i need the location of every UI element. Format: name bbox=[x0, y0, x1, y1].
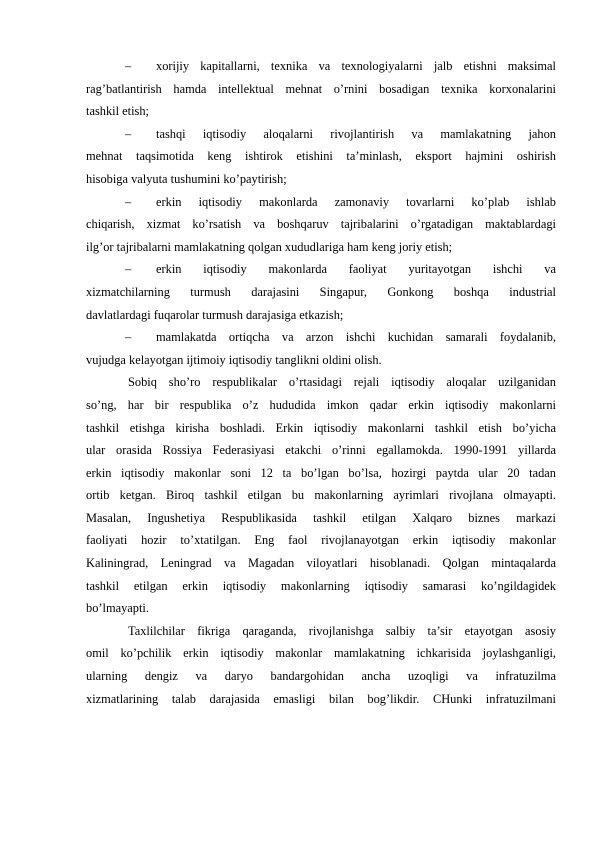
bullet-line-text: mehnat taqsimotida keng ishtirok etishini ta’minlash, eksport hajmini oshirish bbox=[86, 149, 556, 164]
paragraph-line-text: omil ko’pchilik erkin iqtisodiy makonlar mamlakatning ichkarisida joylashganligi, bbox=[86, 646, 556, 661]
bullet-line-text: xorijiy kapitallarni, texnika va texnologiyalarni jalb etishni maksimal bbox=[156, 59, 556, 73]
paragraph bbox=[86, 371, 556, 620]
paragraph-line-text: Masalan, Ingushetiya Respublikasida tashkil etilgan Xalqaro biznes markazi bbox=[86, 510, 556, 525]
bullet-line-text: chiqarish, xizmat ko’rsatish va boshqaruv tajribalarini o’rgatadigan maktablardagi bbox=[86, 217, 556, 232]
bullet-line-text: davlatlardagi fuqarolar turmush darajasiga etkazish; bbox=[86, 307, 344, 322]
bullet-line-text: xizmatchilarning turmush darajasini Singapur, Gonkong boshqa industrial bbox=[86, 284, 556, 299]
document-body bbox=[86, 55, 556, 710]
bullet-line-text: erkin iqtisodiy makonlarda zamonaviy tovarlarni ko’plab ishlab bbox=[156, 194, 556, 209]
paragraph-line-text: ular orasida Rossiya Federasiyasi etakchi o’rinni egallamokda. 1990-1991 yillarda bbox=[86, 443, 556, 458]
bullet-line-text: tashqi iqtisodiy aloqalarni rivojlantirish va mamlakatning jahon bbox=[156, 126, 556, 141]
paragraph-line-text: Kaliningrad, Leningrad va Magadan viloyatlari hisoblanadi. Qolgan mintaqalarda bbox=[86, 556, 556, 571]
bullet-line-text: ilg’or tajribalarni mamlakatning qolgan xududlariga ham keng joriy etish; bbox=[86, 239, 453, 254]
paragraph-line-text: so’ng, har bir respublika o’z hududida imkon qadar erkin iqtisodiy makonlarni bbox=[86, 397, 556, 412]
dash-marker: – bbox=[125, 194, 132, 209]
bullet-line-text: mamlakatda ortiqcha va arzon ishchi kuchidan samarali foydalanib, bbox=[156, 330, 556, 345]
bullet-line-text: rag’batlantirish hamda intellektual mehnat o’rnini bosadigan texnika korxonalarini bbox=[86, 81, 556, 96]
paragraph-line-text: tashkil etilgan erkin iqtisodiy makonlarning iqtisodiy samarasi ko’ngildagidek bbox=[86, 578, 556, 593]
paragraph-line-text: erkin iqtisodiy makonlar soni 12 ta bo’lgan bo’lsa, hozirgi paytda ular 20 tadan bbox=[86, 465, 556, 480]
bullet-item bbox=[86, 258, 556, 326]
bullet-item bbox=[86, 191, 556, 259]
bullet-line-text: vujudga kelayotgan ijtimoiy iqtisodiy tanglikni oldini olish. bbox=[86, 352, 382, 367]
bullet-item bbox=[86, 123, 556, 191]
dash-marker: – bbox=[125, 330, 132, 345]
paragraph-line-text: tashkil etishga kirisha boshladi. Erkin iqtisodiy makonlarni tashkil etish bo’yicha bbox=[86, 420, 556, 435]
paragraph bbox=[86, 620, 556, 710]
paragraph-line-text: bo’lmayapti. bbox=[86, 601, 149, 616]
dash-marker: – bbox=[125, 126, 132, 141]
bullet-line-text: tashkil etish; bbox=[86, 104, 149, 119]
bullet-line-text: erkin iqtisodiy makonlarda faoliyat yuritayotgan ishchi va bbox=[156, 262, 556, 277]
paragraph-line-text: Sobiq sho’ro respublikalar o’rtasidagi rejali iqtisodiy aloqalar uzilganidan bbox=[128, 375, 556, 390]
dash-marker: – bbox=[125, 262, 132, 277]
bullet-item bbox=[86, 326, 556, 371]
dash-marker: – bbox=[125, 59, 132, 73]
bullet-line-text: hisobiga valyuta tushumini ko’paytirish; bbox=[86, 171, 287, 186]
bullet-item bbox=[86, 55, 556, 123]
paragraph-line-text: xizmatlarining talab darajasida emasligi bilan bog’likdir. CHunki infratuzilmani bbox=[86, 691, 556, 706]
paragraph-line-text: ortib ketgan. Biroq tashkil etilgan bu makonlarning ayrimlari rivojlana olmayapti. bbox=[86, 488, 556, 503]
paragraph-line-text: ularning dengiz va daryo bandargohidan ancha uzoqligi va infratuzilma bbox=[86, 669, 556, 684]
paragraph-line-text: Taxlilchilar fikriga qaraganda, rivojlanishga salbiy ta’sir etayotgan asosiy bbox=[128, 623, 556, 638]
paragraph-line-text: faoliyati hozir to’xtatilgan. Eng faol rivojlanayotgan erkin iqtisodiy makonlar bbox=[86, 533, 556, 548]
